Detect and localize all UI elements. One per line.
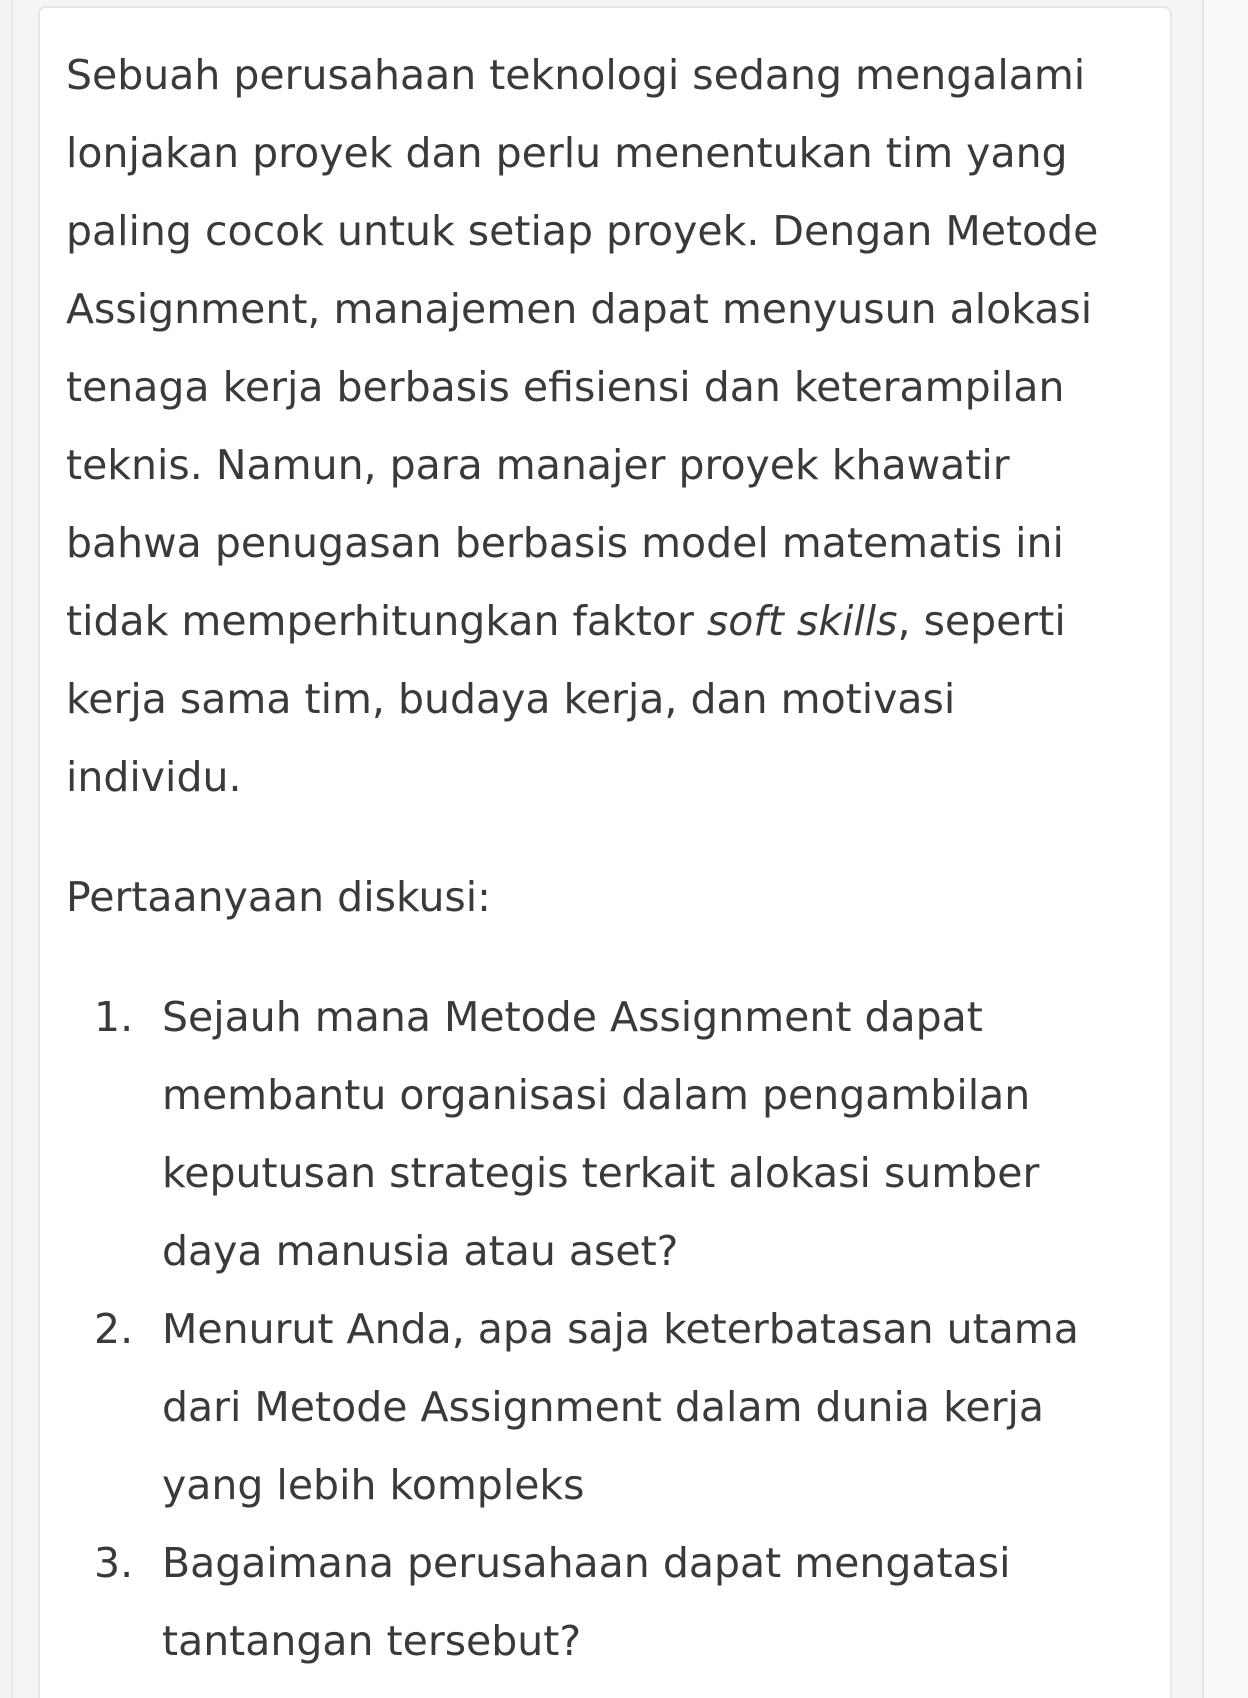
question-line: Bagaimana perusahaan dapat mengatasi [162,1539,1011,1587]
question-line: tantangan tersebut? [162,1617,582,1665]
intro-line [66,582,1146,660]
intro-line: paling cocok untuk setiap proyek. Dengan Metode [66,207,1099,255]
discussion-heading: Pertaanyaan diskusi: [66,873,491,921]
question-line: membantu organisasi dalam pengambilan [162,1071,1031,1119]
intro-line: teknis. Namun, para manajer proyek khawatir [66,441,1010,489]
question-line: keputusan strategis terkait alokasi sumber [162,1149,1040,1197]
question-list [66,978,1146,1680]
left-gutter [0,0,13,1698]
question-line: Sejauh mana Metode Assignment dapat [162,993,983,1041]
question-number: 1. [94,993,134,1041]
intro-paragraph [66,36,1146,816]
intro-line: tenaga kerja berbasis efisiensi dan keterampilan [66,363,1065,411]
intro-line: Assignment, manajemen dapat menyusun alokasi [66,285,1093,333]
question-line: Menurut Anda, apa saja keterbatasan utama [162,1305,1079,1353]
intro-text: , seperti [897,597,1066,645]
intro-line: lonjakan proyek dan perlu menentukan tim yang [66,129,1068,177]
question-number: 3. [94,1539,134,1587]
intro-line: individu. [66,753,242,801]
question-line: dari Metode Assignment dalam dunia kerja [162,1383,1044,1431]
intro-line: bahwa penugasan berbasis model matematis ini [66,519,1064,567]
question-item [66,1290,1146,1524]
card-content [66,36,1146,1680]
soft-skills-italic: soft skills [706,597,898,645]
intro-text: tidak memperhitungkan faktor [66,597,707,645]
right-scroll-rail[interactable] [1202,0,1248,1698]
question-item [66,1524,1146,1680]
question-line: daya manusia atau aset? [162,1227,679,1275]
intro-line: Sebuah perusahaan teknologi sedang mengalami [66,51,1086,99]
content-card [38,6,1172,1698]
question-line: yang lebih kompleks [162,1461,585,1509]
question-number: 2. [94,1305,134,1353]
intro-line: kerja sama tim, budaya kerja, dan motivasi [66,675,956,723]
question-item [66,978,1146,1290]
